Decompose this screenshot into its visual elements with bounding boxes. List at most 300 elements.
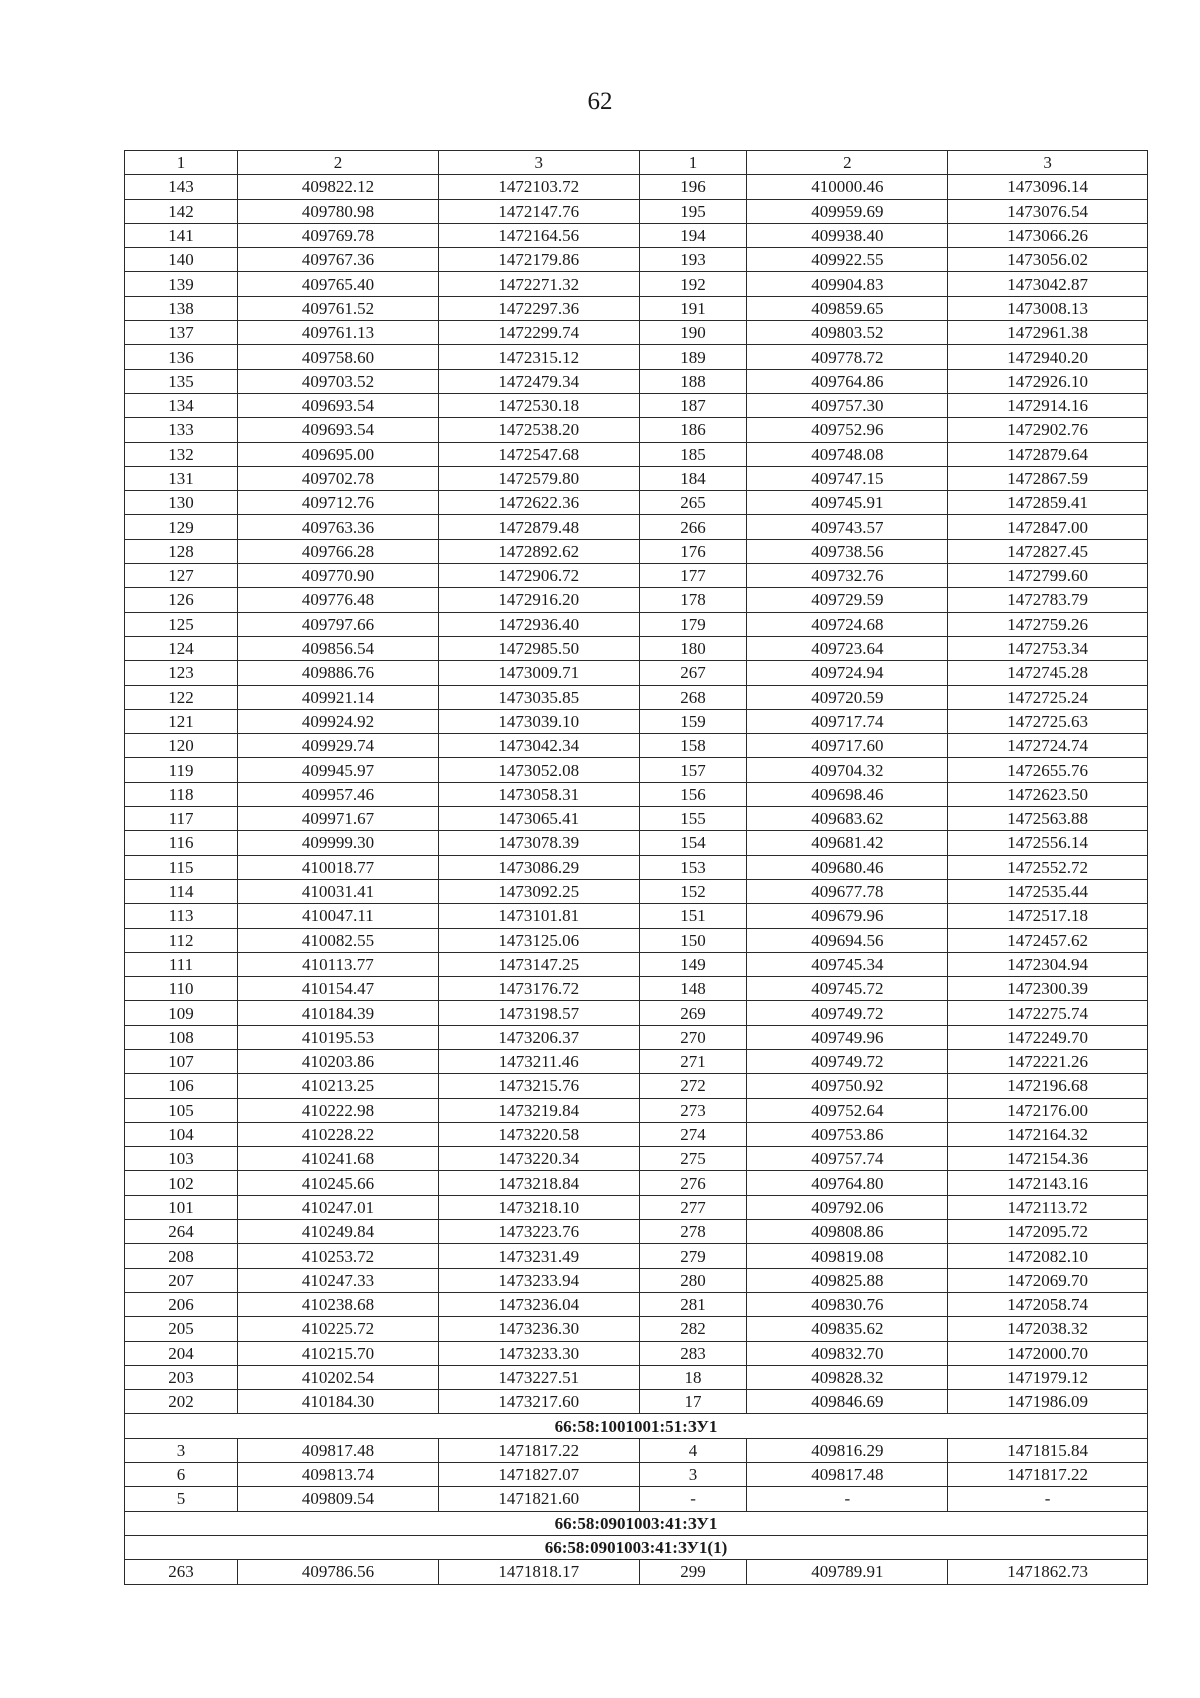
table-cell: 1472299.74 [438, 321, 639, 345]
section-title-row [125, 1535, 1148, 1559]
table-row [125, 1463, 1148, 1487]
table-cell: 132 [125, 442, 238, 466]
table-cell: 409780.98 [238, 199, 439, 223]
table-cell: 409816.29 [747, 1438, 948, 1462]
table-cell: 107 [125, 1049, 238, 1073]
table-cell: 118 [125, 782, 238, 806]
header-cell: 2 [238, 151, 439, 175]
table-cell: 1471817.22 [438, 1438, 639, 1462]
table-cell: 409769.78 [238, 223, 439, 247]
table-cell: - [639, 1487, 747, 1511]
table-row [125, 1244, 1148, 1268]
table-cell: 1472859.41 [948, 491, 1148, 515]
table-row [125, 1147, 1148, 1171]
table-cell: 123 [125, 661, 238, 685]
table-cell: 178 [639, 588, 747, 612]
table-cell: 1473223.76 [438, 1220, 639, 1244]
table-cell: 299 [639, 1560, 747, 1584]
table-cell: 117 [125, 807, 238, 831]
table-cell: 1473215.76 [438, 1074, 639, 1098]
table-cell: 1473218.10 [438, 1195, 639, 1219]
table-cell: 1472143.16 [948, 1171, 1148, 1195]
table-cell: 105 [125, 1098, 238, 1122]
table-row [125, 393, 1148, 417]
table-row [125, 855, 1148, 879]
table-cell: 190 [639, 321, 747, 345]
table-cell: 156 [639, 782, 747, 806]
table-cell: 410082.55 [238, 928, 439, 952]
table-cell: 1472095.72 [948, 1220, 1148, 1244]
table-cell: 410154.47 [238, 977, 439, 1001]
table-cell: 272 [639, 1074, 747, 1098]
table-cell: 120 [125, 734, 238, 758]
table-cell: 409999.30 [238, 831, 439, 855]
table-cell: 410253.72 [238, 1244, 439, 1268]
table-cell: 409750.92 [747, 1074, 948, 1098]
table-cell: 109 [125, 1001, 238, 1025]
table-cell: 1473206.37 [438, 1025, 639, 1049]
table-cell: 3 [125, 1438, 238, 1462]
table-cell: 409749.72 [747, 1001, 948, 1025]
table-cell: 206 [125, 1292, 238, 1316]
table-cell: 1472985.50 [438, 636, 639, 660]
table-cell: 1472538.20 [438, 418, 639, 442]
table-cell: 269 [639, 1001, 747, 1025]
table-cell: 1471862.73 [948, 1560, 1148, 1584]
table-cell: 1473065.41 [438, 807, 639, 831]
table-cell: 409856.54 [238, 636, 439, 660]
table-cell: 1472249.70 [948, 1025, 1148, 1049]
table-cell: 1472725.63 [948, 709, 1148, 733]
table-row [125, 1098, 1148, 1122]
table-row [125, 491, 1148, 515]
table-row [125, 466, 1148, 490]
table-cell: 409789.91 [747, 1560, 948, 1584]
section-title: 66:58:0901003:41:ЗУ1(1) [125, 1535, 1148, 1559]
table-cell: 176 [639, 539, 747, 563]
table-cell: 1472530.18 [438, 393, 639, 417]
table-cell: 409717.74 [747, 709, 948, 733]
table-cell: 1472154.36 [948, 1147, 1148, 1171]
table-cell: 1472000.70 [948, 1341, 1148, 1365]
table-cell: 150 [639, 928, 747, 952]
table-cell: 148 [639, 977, 747, 1001]
table-cell: 409786.56 [238, 1560, 439, 1584]
table-cell: 409745.91 [747, 491, 948, 515]
table-row [125, 1560, 1148, 1584]
table-row [125, 879, 1148, 903]
table-cell: 1473147.25 [438, 952, 639, 976]
table-cell: 409724.94 [747, 661, 948, 685]
table-cell: 409724.68 [747, 612, 948, 636]
table-cell: 410228.22 [238, 1122, 439, 1146]
main-rows [125, 175, 1148, 1414]
table-cell: 1472275.74 [948, 1001, 1148, 1025]
table-cell: 180 [639, 636, 747, 660]
table-cell: 187 [639, 393, 747, 417]
table-cell: 205 [125, 1317, 238, 1341]
table-row [125, 296, 1148, 320]
table-cell: 409846.69 [747, 1390, 948, 1414]
table-cell: 409822.12 [238, 175, 439, 199]
table-row [125, 564, 1148, 588]
table-row [125, 977, 1148, 1001]
table-cell: 283 [639, 1341, 747, 1365]
table-cell: 409904.83 [747, 272, 948, 296]
table-cell: 409693.54 [238, 393, 439, 417]
table-cell: 409749.96 [747, 1025, 948, 1049]
table-cell: 409679.96 [747, 904, 948, 928]
table-cell: 278 [639, 1220, 747, 1244]
table-row [125, 1122, 1148, 1146]
table-cell: 1472457.62 [948, 928, 1148, 952]
table-cell: 409698.46 [747, 782, 948, 806]
table-cell: 1473009.71 [438, 661, 639, 685]
table-cell: 1472867.59 [948, 466, 1148, 490]
table-cell: 410047.11 [238, 904, 439, 928]
table-cell: 138 [125, 296, 238, 320]
table-cell: 184 [639, 466, 747, 490]
table-cell: 121 [125, 709, 238, 733]
table-cell: 195 [639, 199, 747, 223]
table-cell: 1473101.81 [438, 904, 639, 928]
table-row [125, 175, 1148, 199]
table-cell: 1472221.26 [948, 1049, 1148, 1073]
table-cell: 1473056.02 [948, 248, 1148, 272]
table-cell: 410202.54 [238, 1365, 439, 1389]
table-cell: 409761.52 [238, 296, 439, 320]
table-cell: 409859.65 [747, 296, 948, 320]
section-title: 66:58:0901003:41:ЗУ1 [125, 1511, 1148, 1535]
table-row [125, 199, 1148, 223]
table-cell: 112 [125, 928, 238, 952]
table-cell: 409677.78 [747, 879, 948, 903]
table-row [125, 1025, 1148, 1049]
table-cell: 1471821.60 [438, 1487, 639, 1511]
table-cell: 1472622.36 [438, 491, 639, 515]
table-cell: 140 [125, 248, 238, 272]
table-cell: 1472517.18 [948, 904, 1148, 928]
table-cell: 409886.76 [238, 661, 439, 685]
table-cell: 1472038.32 [948, 1317, 1148, 1341]
table-cell: 409732.76 [747, 564, 948, 588]
table-cell: 1473233.30 [438, 1341, 639, 1365]
table-row [125, 515, 1148, 539]
table-cell: 1472655.76 [948, 758, 1148, 782]
table-cell: 409922.55 [747, 248, 948, 272]
table-cell: 188 [639, 369, 747, 393]
table-row [125, 539, 1148, 563]
table-cell: 409720.59 [747, 685, 948, 709]
table-cell: 1473086.29 [438, 855, 639, 879]
table-cell: 280 [639, 1268, 747, 1292]
table-cell: 1472725.24 [948, 685, 1148, 709]
table-cell: 1472113.72 [948, 1195, 1148, 1219]
table-row [125, 1487, 1148, 1511]
table-row [125, 248, 1148, 272]
table-cell: 1473211.46 [438, 1049, 639, 1073]
table-row [125, 1049, 1148, 1073]
table-cell: 409797.66 [238, 612, 439, 636]
table-cell: 1471815.84 [948, 1438, 1148, 1462]
table-cell: 177 [639, 564, 747, 588]
table-cell: 103 [125, 1147, 238, 1171]
table-cell: 158 [639, 734, 747, 758]
table-row [125, 1171, 1148, 1195]
table-row [125, 661, 1148, 685]
table-cell: 116 [125, 831, 238, 855]
table-cell: 410184.39 [238, 1001, 439, 1025]
table-row [125, 588, 1148, 612]
table-cell: 1472892.62 [438, 539, 639, 563]
table-cell: 1472579.80 [438, 466, 639, 490]
table-cell: 1473008.13 [948, 296, 1148, 320]
header-cell: 2 [747, 151, 948, 175]
table-cell: 281 [639, 1292, 747, 1316]
table-cell: 265 [639, 491, 747, 515]
table-cell: 1472176.00 [948, 1098, 1148, 1122]
table-cell: 410000.46 [747, 175, 948, 199]
table-cell: 1472535.44 [948, 879, 1148, 903]
section-title: 66:58:1001001:51:ЗУ1 [125, 1414, 1148, 1438]
table-cell: 409752.96 [747, 418, 948, 442]
table-cell: 149 [639, 952, 747, 976]
table-cell: 1473035.85 [438, 685, 639, 709]
table-cell: 101 [125, 1195, 238, 1219]
table-cell: 409817.48 [747, 1463, 948, 1487]
table-row [125, 904, 1148, 928]
table-cell: 152 [639, 879, 747, 903]
table-cell: 264 [125, 1220, 238, 1244]
table-cell: 1473039.10 [438, 709, 639, 733]
table-cell: 115 [125, 855, 238, 879]
table-cell: 203 [125, 1365, 238, 1389]
table-cell: 409803.52 [747, 321, 948, 345]
table-row [125, 1220, 1148, 1244]
table-cell: 409694.56 [747, 928, 948, 952]
table-row [125, 1195, 1148, 1219]
table-row [125, 807, 1148, 831]
table-cell: 1472315.12 [438, 345, 639, 369]
table-cell: 267 [639, 661, 747, 685]
table-cell: 1473042.34 [438, 734, 639, 758]
table-cell: 1473236.30 [438, 1317, 639, 1341]
table-row [125, 321, 1148, 345]
table-cell: 409819.08 [747, 1244, 948, 1268]
table-row [125, 369, 1148, 393]
table-cell: 1472103.72 [438, 175, 639, 199]
table-cell: 204 [125, 1341, 238, 1365]
table-cell: 276 [639, 1171, 747, 1195]
table-cell: 207 [125, 1268, 238, 1292]
table-cell: 191 [639, 296, 747, 320]
table-cell: 409778.72 [747, 345, 948, 369]
table-cell: 1472847.00 [948, 515, 1148, 539]
table-cell: 155 [639, 807, 747, 831]
coordinates-table [124, 150, 1148, 1585]
table-cell: 410225.72 [238, 1317, 439, 1341]
table-cell: 409695.00 [238, 442, 439, 466]
table-cell: 273 [639, 1098, 747, 1122]
table-cell: 1472623.50 [948, 782, 1148, 806]
table-cell: 263 [125, 1560, 238, 1584]
table-row [125, 1438, 1148, 1462]
table-cell: 409792.06 [747, 1195, 948, 1219]
table-cell: 409748.08 [747, 442, 948, 466]
table-cell: 194 [639, 223, 747, 247]
table-cell: 409957.46 [238, 782, 439, 806]
table-cell: 409828.32 [747, 1365, 948, 1389]
table-row [125, 1001, 1148, 1025]
table-cell: 409745.72 [747, 977, 948, 1001]
table-cell: 275 [639, 1147, 747, 1171]
table-cell: 1472196.68 [948, 1074, 1148, 1098]
header-row [125, 151, 1148, 175]
table-cell: 102 [125, 1171, 238, 1195]
table-cell: 189 [639, 345, 747, 369]
table-cell: 108 [125, 1025, 238, 1049]
table-cell: 179 [639, 612, 747, 636]
table-cell: 110 [125, 977, 238, 1001]
table-cell: 1472759.26 [948, 612, 1148, 636]
table-cell: 409738.56 [747, 539, 948, 563]
table-cell: 409929.74 [238, 734, 439, 758]
table-cell: 196 [639, 175, 747, 199]
table-cell: 410195.53 [238, 1025, 439, 1049]
table-cell: 1473231.49 [438, 1244, 639, 1268]
table-cell: 119 [125, 758, 238, 782]
table-cell: 410238.68 [238, 1292, 439, 1316]
table-cell: 154 [639, 831, 747, 855]
table-cell: 128 [125, 539, 238, 563]
table-cell: 1473076.54 [948, 199, 1148, 223]
table-cell: 1472556.14 [948, 831, 1148, 855]
table-cell: 409764.86 [747, 369, 948, 393]
table-cell: 1472879.48 [438, 515, 639, 539]
table-cell: 274 [639, 1122, 747, 1146]
table-cell: 409745.34 [747, 952, 948, 976]
table-cell: 409683.62 [747, 807, 948, 831]
table-cell: 409723.64 [747, 636, 948, 660]
table-row [125, 952, 1148, 976]
table-cell: 409924.92 [238, 709, 439, 733]
page-number: 62 [587, 88, 613, 115]
table-cell: 409757.74 [747, 1147, 948, 1171]
table-cell: 4 [639, 1438, 747, 1462]
table-cell: 409776.48 [238, 588, 439, 612]
table-cell: 159 [639, 709, 747, 733]
table-row [125, 418, 1148, 442]
table-row [125, 345, 1148, 369]
table-cell: 6 [125, 1463, 238, 1487]
table-cell: 17 [639, 1390, 747, 1414]
section-title-row [125, 1511, 1148, 1535]
table-cell: 410249.84 [238, 1220, 439, 1244]
table-cell: 1472961.38 [948, 321, 1148, 345]
section3-rows [125, 1560, 1148, 1584]
table-cell: 1473176.72 [438, 977, 639, 1001]
table-cell: 279 [639, 1244, 747, 1268]
table-cell: 410247.33 [238, 1268, 439, 1292]
table-cell: 1472799.60 [948, 564, 1148, 588]
table-cell: 409717.60 [747, 734, 948, 758]
table-cell: 114 [125, 879, 238, 903]
table-cell: 1473058.31 [438, 782, 639, 806]
table-cell: 1473125.06 [438, 928, 639, 952]
table-cell: 106 [125, 1074, 238, 1098]
header-cell: 1 [125, 151, 238, 175]
table-cell: 410184.30 [238, 1390, 439, 1414]
table-cell: 1472082.10 [948, 1244, 1148, 1268]
table-row [125, 782, 1148, 806]
table-cell: 409703.52 [238, 369, 439, 393]
table-row [125, 223, 1148, 247]
table-cell: 1472724.74 [948, 734, 1148, 758]
table-cell: 142 [125, 199, 238, 223]
table-row [125, 1074, 1148, 1098]
table-cell: 409763.36 [238, 515, 439, 539]
table-cell: 1473219.84 [438, 1098, 639, 1122]
table-cell: 125 [125, 612, 238, 636]
table-cell: 1472827.45 [948, 539, 1148, 563]
table-cell: 1471817.22 [948, 1463, 1148, 1487]
table-cell: 266 [639, 515, 747, 539]
table-cell: 1473218.84 [438, 1171, 639, 1195]
table-cell: 409757.30 [747, 393, 948, 417]
table-cell: 409747.15 [747, 466, 948, 490]
table-cell: 1473052.08 [438, 758, 639, 782]
table-cell: 282 [639, 1317, 747, 1341]
table-cell: 153 [639, 855, 747, 879]
table-cell: 1473066.26 [948, 223, 1148, 247]
table-cell: 1473096.14 [948, 175, 1148, 199]
table-cell: 1473198.57 [438, 1001, 639, 1025]
table-cell: 409959.69 [747, 199, 948, 223]
table-cell: 409761.13 [238, 321, 439, 345]
table-cell: 409830.76 [747, 1292, 948, 1316]
table-cell: 409817.48 [238, 1438, 439, 1462]
table-cell: 127 [125, 564, 238, 588]
table-cell: 409809.54 [238, 1487, 439, 1511]
table-cell: 1472547.68 [438, 442, 639, 466]
table-cell: 410247.01 [238, 1195, 439, 1219]
table-cell: 409752.64 [747, 1098, 948, 1122]
table-cell: 409758.60 [238, 345, 439, 369]
table-cell: 409938.40 [747, 223, 948, 247]
table-cell: 409704.32 [747, 758, 948, 782]
table-cell: 134 [125, 393, 238, 417]
table-cell: 410203.86 [238, 1049, 439, 1073]
table-cell: 1472147.76 [438, 199, 639, 223]
table-cell: 135 [125, 369, 238, 393]
table-row [125, 1268, 1148, 1292]
table-cell: 1473220.58 [438, 1122, 639, 1146]
table-row [125, 928, 1148, 952]
table-cell: 1472304.94 [948, 952, 1148, 976]
table-row [125, 831, 1148, 855]
table-cell: 409764.80 [747, 1171, 948, 1195]
table-cell: 1472906.72 [438, 564, 639, 588]
table-cell: 193 [639, 248, 747, 272]
table-cell: 268 [639, 685, 747, 709]
table-cell: 409766.28 [238, 539, 439, 563]
table-cell: 1472479.34 [438, 369, 639, 393]
table-cell: 1471979.12 [948, 1365, 1148, 1389]
table-cell: 1473078.39 [438, 831, 639, 855]
table-cell: 1472164.56 [438, 223, 639, 247]
table-cell: 139 [125, 272, 238, 296]
table-row [125, 272, 1148, 296]
